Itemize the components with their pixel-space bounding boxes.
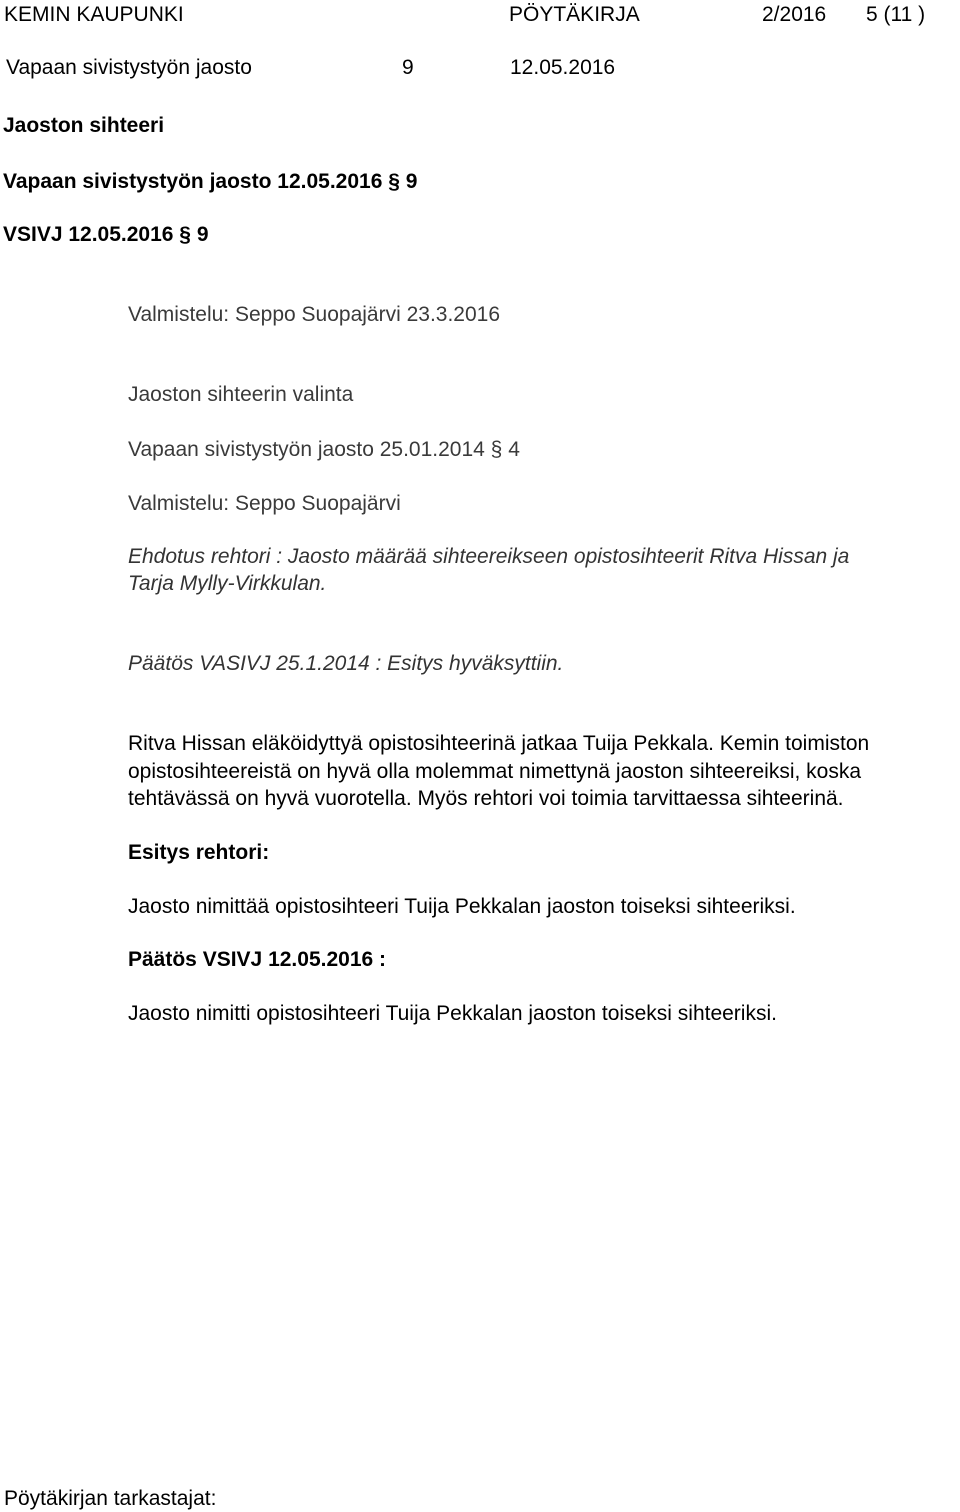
header-page: 5 (11 ) <box>866 3 926 26</box>
header-doc-number: 2/2016 <box>762 3 827 26</box>
history-decision: Päätös VASIVJ 25.1.2014 : Esitys hyväksyttiin. <box>128 652 564 675</box>
header-body-name: Vapaan sivistystyön jaosto <box>6 56 252 79</box>
history-preparation: Valmistelu: Seppo Suopajärvi <box>128 492 401 515</box>
header-doc-type: PÖYTÄKIRJA <box>509 3 640 26</box>
header-date: 12.05.2016 <box>510 56 616 79</box>
history-proposal-line-2: Tarja Mylly-Virkkulan. <box>128 572 327 595</box>
proposal-text: Jaosto nimittää opistosihteeri Tuija Pekkalan jaoston toiseksi sihteeriksi. <box>128 895 796 918</box>
history-subject: Jaoston sihteerin valinta <box>128 383 354 406</box>
body-paragraph-line-1: Ritva Hissan eläköidyttyä opistosihteerinä jatkaa Tuija Pekkala. Kemin toimiston <box>128 732 870 755</box>
footer-reviewers: Pöytäkirjan tarkastajat: <box>4 1487 217 1510</box>
proposal-heading: Esitys rehtori: <box>128 841 270 864</box>
history-proposal-line-1: Ehdotus rehtori : Jaosto määrää sihteereikseen opistosihteerit Ritva Hissan ja <box>128 545 850 568</box>
header-city: KEMIN KAUPUNKI <box>4 3 184 26</box>
history-reference: Vapaan sivistystyön jaosto 25.01.2014 § 4 <box>128 438 520 461</box>
short-reference: VSIVJ 12.05.2016 § 9 <box>3 223 209 246</box>
decision-heading: Päätös VSIVJ 12.05.2016 : <box>128 948 386 971</box>
body-paragraph-line-3: tehtävässä on hyvä vuorotella. Myös rehtori voi toimia tarvittaessa sihteerinä. <box>128 787 844 810</box>
meeting-reference: Vapaan sivistystyön jaosto 12.05.2016 § 9 <box>3 170 418 193</box>
page-title: Jaoston sihteeri <box>3 114 165 137</box>
decision-text: Jaosto nimitti opistosihteeri Tuija Pekkalan jaoston toiseksi sihteeriksi. <box>128 1002 777 1025</box>
header-section: 9 <box>402 56 414 79</box>
body-paragraph-line-2: opistosihteereistä on hyvä olla molemmat nimettynä jaoston sihteereiksi, koska <box>128 760 862 783</box>
preparation-note: Valmistelu: Seppo Suopajärvi 23.3.2016 <box>128 303 501 326</box>
